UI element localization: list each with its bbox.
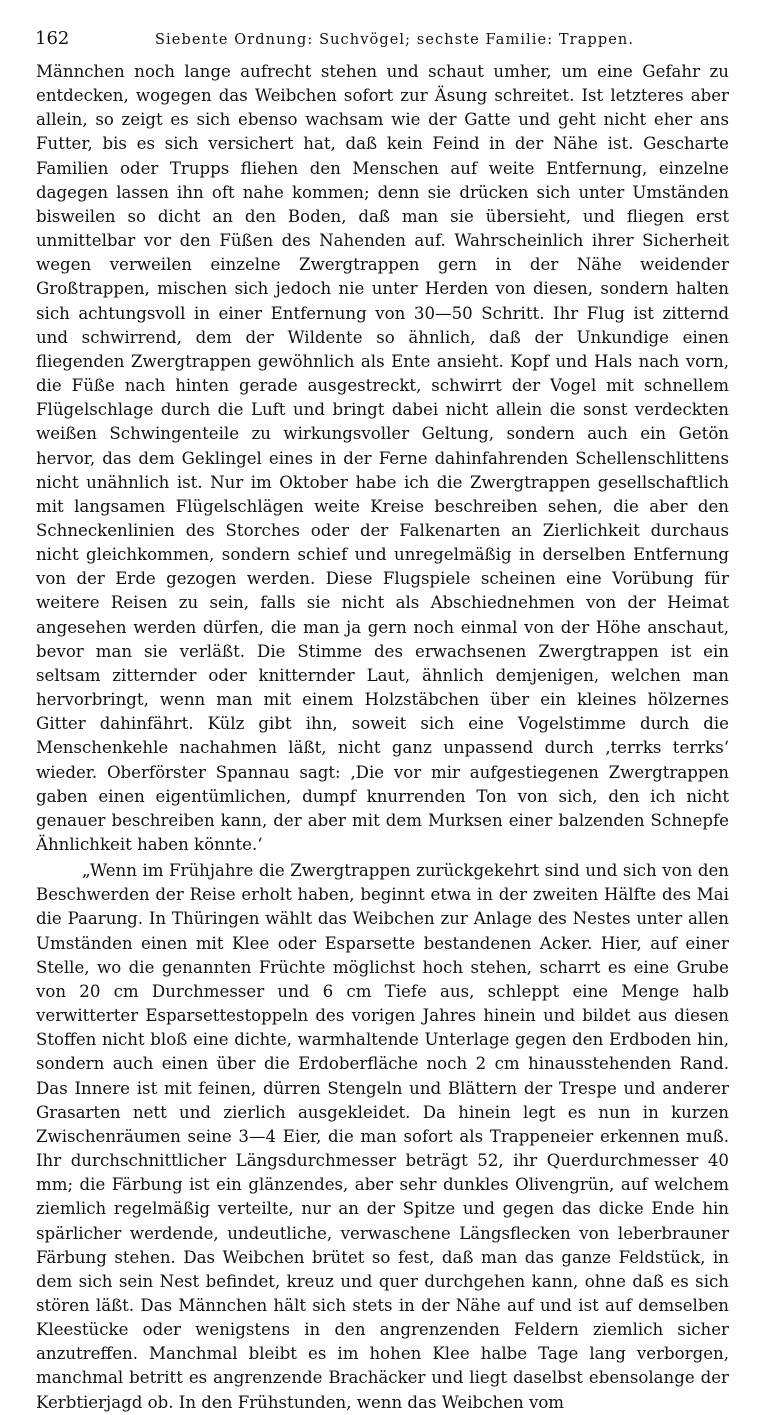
page-header (35, 28, 727, 52)
paragraph-1: Männchen noch lange aufrecht stehen und schaut umher, um eine Gefahr zu entdecken, wogegen das Weibchen sofort zur Äsung schreitet. Ist letzteres aber allein, so zeigt es sich ebenso wachsam wie der Gatte und geht nicht eher ans Futter, bis es sich versichert hat, daß kein Feind in der Nähe ist. Gescharte Familien oder Trupps fliehen den Menschen auf weite Entfernung, einzelne dagegen lassen ihn oft nahe kommen; denn sie drücken sich unter Umständen bisweilen so dicht an den Boden, daß man sie übersieht, und fliegen erst unmittelbar vor den Füßen des Nahenden auf. Wahrscheinlich ihrer Sicherheit wegen verweilen einzelne Zwergtrappen gern in der Nähe weidender Großtrappen, mischen sich jedoch nie unter Herden von diesen, sondern halten sich achtungsvoll in einer Entfernung von 30—50 Schritt. Ihr Flug ist zitternd und schwirrend, dem der Wildente so ähnlich, daß der Unkundige einen fliegenden Zwergtrappen gewöhnlich als Ente ansieht. Kopf und Hals nach vorn, die Füße nach hinten gerade ausgestreckt, schwirrt der Vogel mit schnellem Flügelschlage durch die Luft und bringt dabei nicht allein die sonst verdeckten weißen Schwingenteile zu wirkungsvoller Geltung, sondern auch ein Getön hervor, das dem Geklingel eines in der Ferne dahinfahrenden Schellenschlittens nicht unähnlich ist. Nur im Oktober habe ich die Zwergtrappen gesellschaftlich mit langsamen Flügelschlägen weite Kreise beschreiben sehen, die aber den Schneckenlinien des Storches oder der Falkenarten an Zierlichkeit durchaus nicht gleichkommen, sondern schief und unregelmäßig in derselben Entfernung von der Erde gezogen werden. Diese Flugspiele scheinen eine Vorübung für weitere Reisen zu sein, falls sie nicht als Abschiednehmen von der Heimat angesehen werden dürfen, die man ja gern noch einmal von der Höhe anschaut, bevor man sie verläßt. Die Stimme des erwachsenen Zwergtrappen ist ein seltsam zitternder oder knitternder Laut, ähnlich demjenigen, welchen man hervorbringt, wenn man mit einem Holzstäbchen über ein kleines hölzernes Gitter dahinfährt. Külz gibt ihn, soweit sich eine Vogelstimme durch die Menschenkehle nachahmen läßt, nicht ganz unpassend durch ‚terrks terrks‘ wieder. Oberförster Spannau sagt: ‚Die vor mir aufgestiegenen Zwergtrappen gaben einen eigentümlichen, dumpf knurrenden Ton von sich, den ich nicht genauer beschreiben kann, der aber mit dem Murksen einer balzenden Schnepfe Ähnlichkeit haben könnte.‘ (36, 62, 729, 854)
body-text (36, 60, 729, 1415)
paragraph-2: „Wenn im Frühjahre die Zwergtrappen zurückgekehrt sind und sich von den Beschwerden der Reise erholt haben, beginnt etwa in der zweiten Hälfte des Mai die Paarung. In Thüringen wählt das Weibchen zur Anlage des Nestes unter allen Umständen einen mit Klee oder Esparsette bestandenen Acker. Hier, auf einer Stelle, wo die genannten Früchte möglichst hoch stehen, scharrt es eine Grube von 20 cm Durchmesser und 6 cm Tiefe aus, schleppt eine Menge halb verwitterter Esparsettestoppeln des vorigen Jahres hinein und bildet aus diesen Stoffen nicht bloß eine dichte, warmhaltende Unterlage gegen den Erdboden hin, sondern auch einen über die Erdoberfläche noch 2 cm hinausstehenden Rand. Das Innere ist mit feinen, dürren Stengeln und Blättern der Trespe und anderer Grasarten nett und zierlich ausgekleidet. Da hinein legt es nun in kurzen Zwischenräumen seine 3—4 Eier, die man sofort als Trappeneier erkennen muß. Ihr durchschnittlicher Längsdurchmesser beträgt 52, ihr Querdurchmesser 40 mm; die Färbung ist ein glänzendes, aber sehr dunkles Olivengrün, auf welchem ziemlich regelmäßig verteilte, nur an der Spitze und gegen das dicke Ende hin spärlicher werdende, undeutliche, verwaschene Längsflecken von leberbrauner Färbung stehen. Das Weibchen brütet so fest, daß man das ganze Feldstück, in dem sich sein Nest befindet, kreuz und quer durchgehen kann, ohne daß es sich stören läßt. Das Männchen hält sich stets in der Nähe auf und ist auf demselben Kleestücke oder wenigstens in den angrenzenden Feldern ziemlich sicher anzutreffen. Manchmal bleibt es im hohen Klee halbe Tage lang verborgen, manchmal betritt es angrenzende Brachäcker und liegt daselbst ebensolange der Kerbtierjagd ob. In den Frühstunden, wenn das Weibchen vom (36, 861, 729, 1412)
page-number: 162 (35, 28, 70, 49)
running-title: Siebente Ordnung: Suchvögel; sechste Familie: Trappen. (155, 32, 635, 48)
